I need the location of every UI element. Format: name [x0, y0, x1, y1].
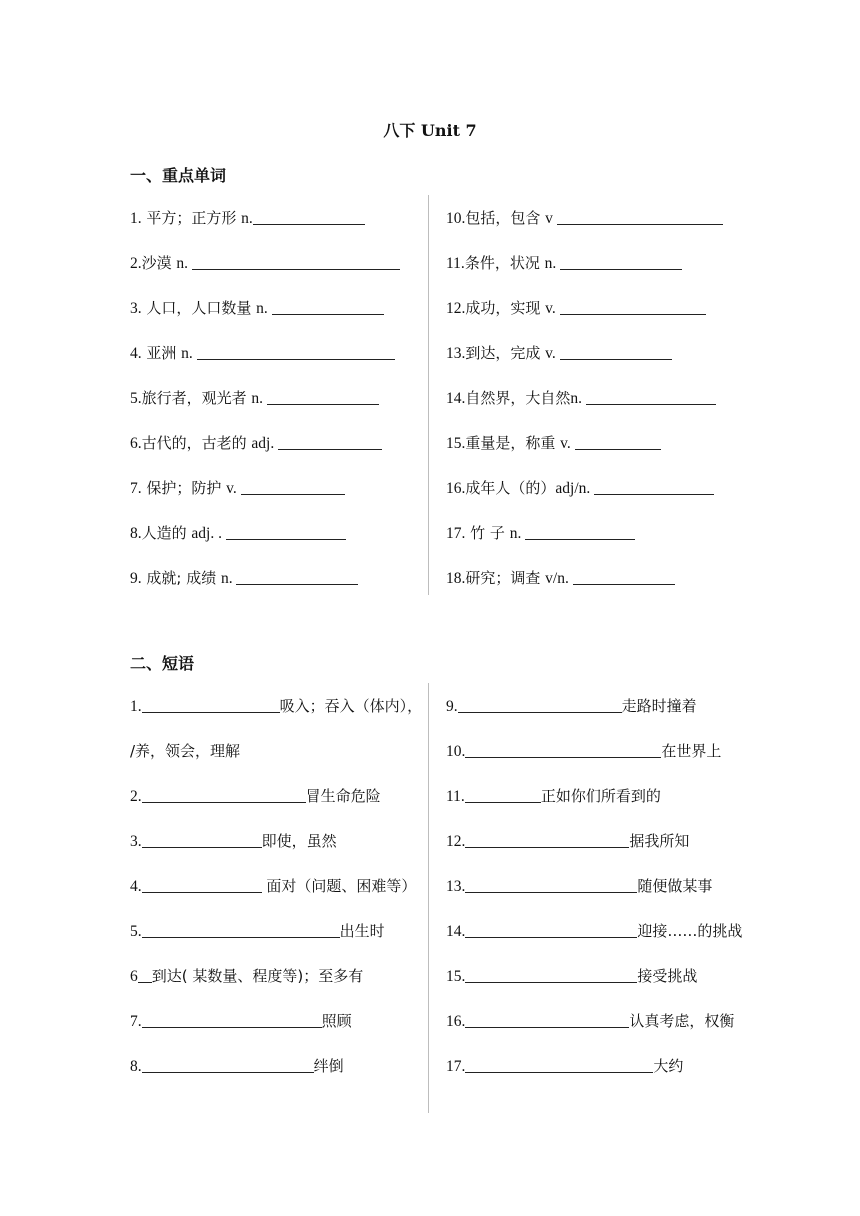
answer-blank[interactable] [465, 1056, 653, 1073]
word-item: 6.古代的，古老的 adj. [130, 433, 382, 454]
answer-blank[interactable] [241, 478, 345, 495]
phrase-item: 3. 即使，虽然 [130, 832, 337, 850]
word-item: 5.旅行者，观光者 n. [130, 388, 379, 409]
word-item: 11.条件，状况 n. [446, 253, 682, 274]
word-item: 10.包括，包含 v [446, 208, 723, 229]
phrase-item: 4. 面对（问题、困难等） [130, 877, 417, 895]
answer-blank[interactable] [142, 696, 280, 713]
answer-blank[interactable] [272, 298, 384, 315]
answer-blank[interactable] [142, 1011, 322, 1028]
word-item: 16.成年人（的）adj/n. [446, 478, 714, 499]
answer-blank[interactable] [192, 253, 400, 270]
answer-blank[interactable] [557, 208, 723, 225]
answer-blank[interactable] [253, 208, 365, 225]
answer-blank[interactable] [226, 523, 346, 540]
answer-blank[interactable] [560, 298, 706, 315]
answer-blank[interactable] [465, 786, 541, 803]
phrase-item: 17. 大约 [446, 1057, 684, 1075]
answer-blank[interactable] [267, 388, 379, 405]
answer-blank[interactable] [138, 966, 152, 983]
word-item: 7. 保护；防护 v. [130, 478, 345, 499]
word-item: 18.研究；调查 v/n. [446, 568, 675, 589]
answer-blank[interactable] [142, 876, 262, 893]
word-item: 13.到达，完成 v. [446, 343, 672, 364]
word-item: 4. 亚洲 n. [130, 343, 395, 364]
word-item: 17. 竹 子 n. [446, 523, 635, 544]
phrase-item: 2. 冒生命危险 [130, 787, 381, 805]
answer-blank[interactable] [465, 741, 661, 758]
word-item: 2.沙漠 n. [130, 253, 400, 274]
phrase-item: 13. 随便做某事 [446, 877, 713, 895]
column-divider-phrases [428, 683, 429, 1113]
phrase-item: 11. 正如你们所看到的 [446, 787, 661, 805]
answer-blank[interactable] [458, 696, 622, 713]
phrase-item: 12. 据我所知 [446, 832, 690, 850]
phrase-item: /养，领会，理解 [130, 742, 241, 760]
phrase-item: 6 到达( 某数量、程度等)；至多有 [130, 967, 364, 985]
answer-blank[interactable] [465, 876, 637, 893]
phrase-item: 9. 走路时撞着 [446, 697, 697, 715]
answer-blank[interactable] [575, 433, 661, 450]
answer-blank[interactable] [465, 966, 637, 983]
phrase-item: 15. 接受挑战 [446, 967, 698, 985]
answer-blank[interactable] [560, 253, 682, 270]
section-heading-words: 一、重点单词 [130, 166, 227, 185]
answer-blank[interactable] [560, 343, 672, 360]
word-item: 8.人造的 adj. . [130, 523, 346, 544]
phrase-item: 7. 照顾 [130, 1012, 352, 1030]
answer-blank[interactable] [142, 1056, 314, 1073]
answer-blank[interactable] [236, 568, 358, 585]
phrase-item: 16. 认真考虑，权衡 [446, 1012, 735, 1030]
answer-blank[interactable] [586, 388, 716, 405]
phrase-item: 1. 吸入；吞入（体内）， [130, 697, 423, 715]
answer-blank[interactable] [465, 831, 629, 848]
word-item: 15.重量是，称重 v. [446, 433, 661, 454]
answer-blank[interactable] [142, 921, 340, 938]
word-item: 12.成功，实现 v. [446, 298, 706, 319]
answer-blank[interactable] [594, 478, 714, 495]
answer-blank[interactable] [142, 831, 262, 848]
answer-blank[interactable] [197, 343, 395, 360]
page-title: 八下 Unit 7 [383, 121, 477, 140]
answer-blank[interactable] [573, 568, 675, 585]
section-heading-phrases: 二、短语 [130, 654, 195, 673]
word-item: 3. 人口，人口数量 n. [130, 298, 384, 319]
phrase-item: 14. 迎接……的挑战 [446, 922, 743, 940]
answer-blank[interactable] [465, 1011, 629, 1028]
answer-blank[interactable] [278, 433, 382, 450]
word-item: 14.自然界，大自然n. [446, 388, 716, 409]
column-divider-words [428, 195, 429, 595]
word-item: 9. 成就; 成绩 n. [130, 568, 358, 589]
word-item: 1. 平方；正方形 n. [130, 208, 365, 229]
answer-blank[interactable] [525, 523, 635, 540]
answer-blank[interactable] [142, 786, 306, 803]
phrase-item: 5. 出生时 [130, 922, 385, 940]
phrase-item: 10. 在世界上 [446, 742, 722, 760]
answer-blank[interactable] [465, 921, 637, 938]
phrase-item: 8. 绊倒 [130, 1057, 344, 1075]
